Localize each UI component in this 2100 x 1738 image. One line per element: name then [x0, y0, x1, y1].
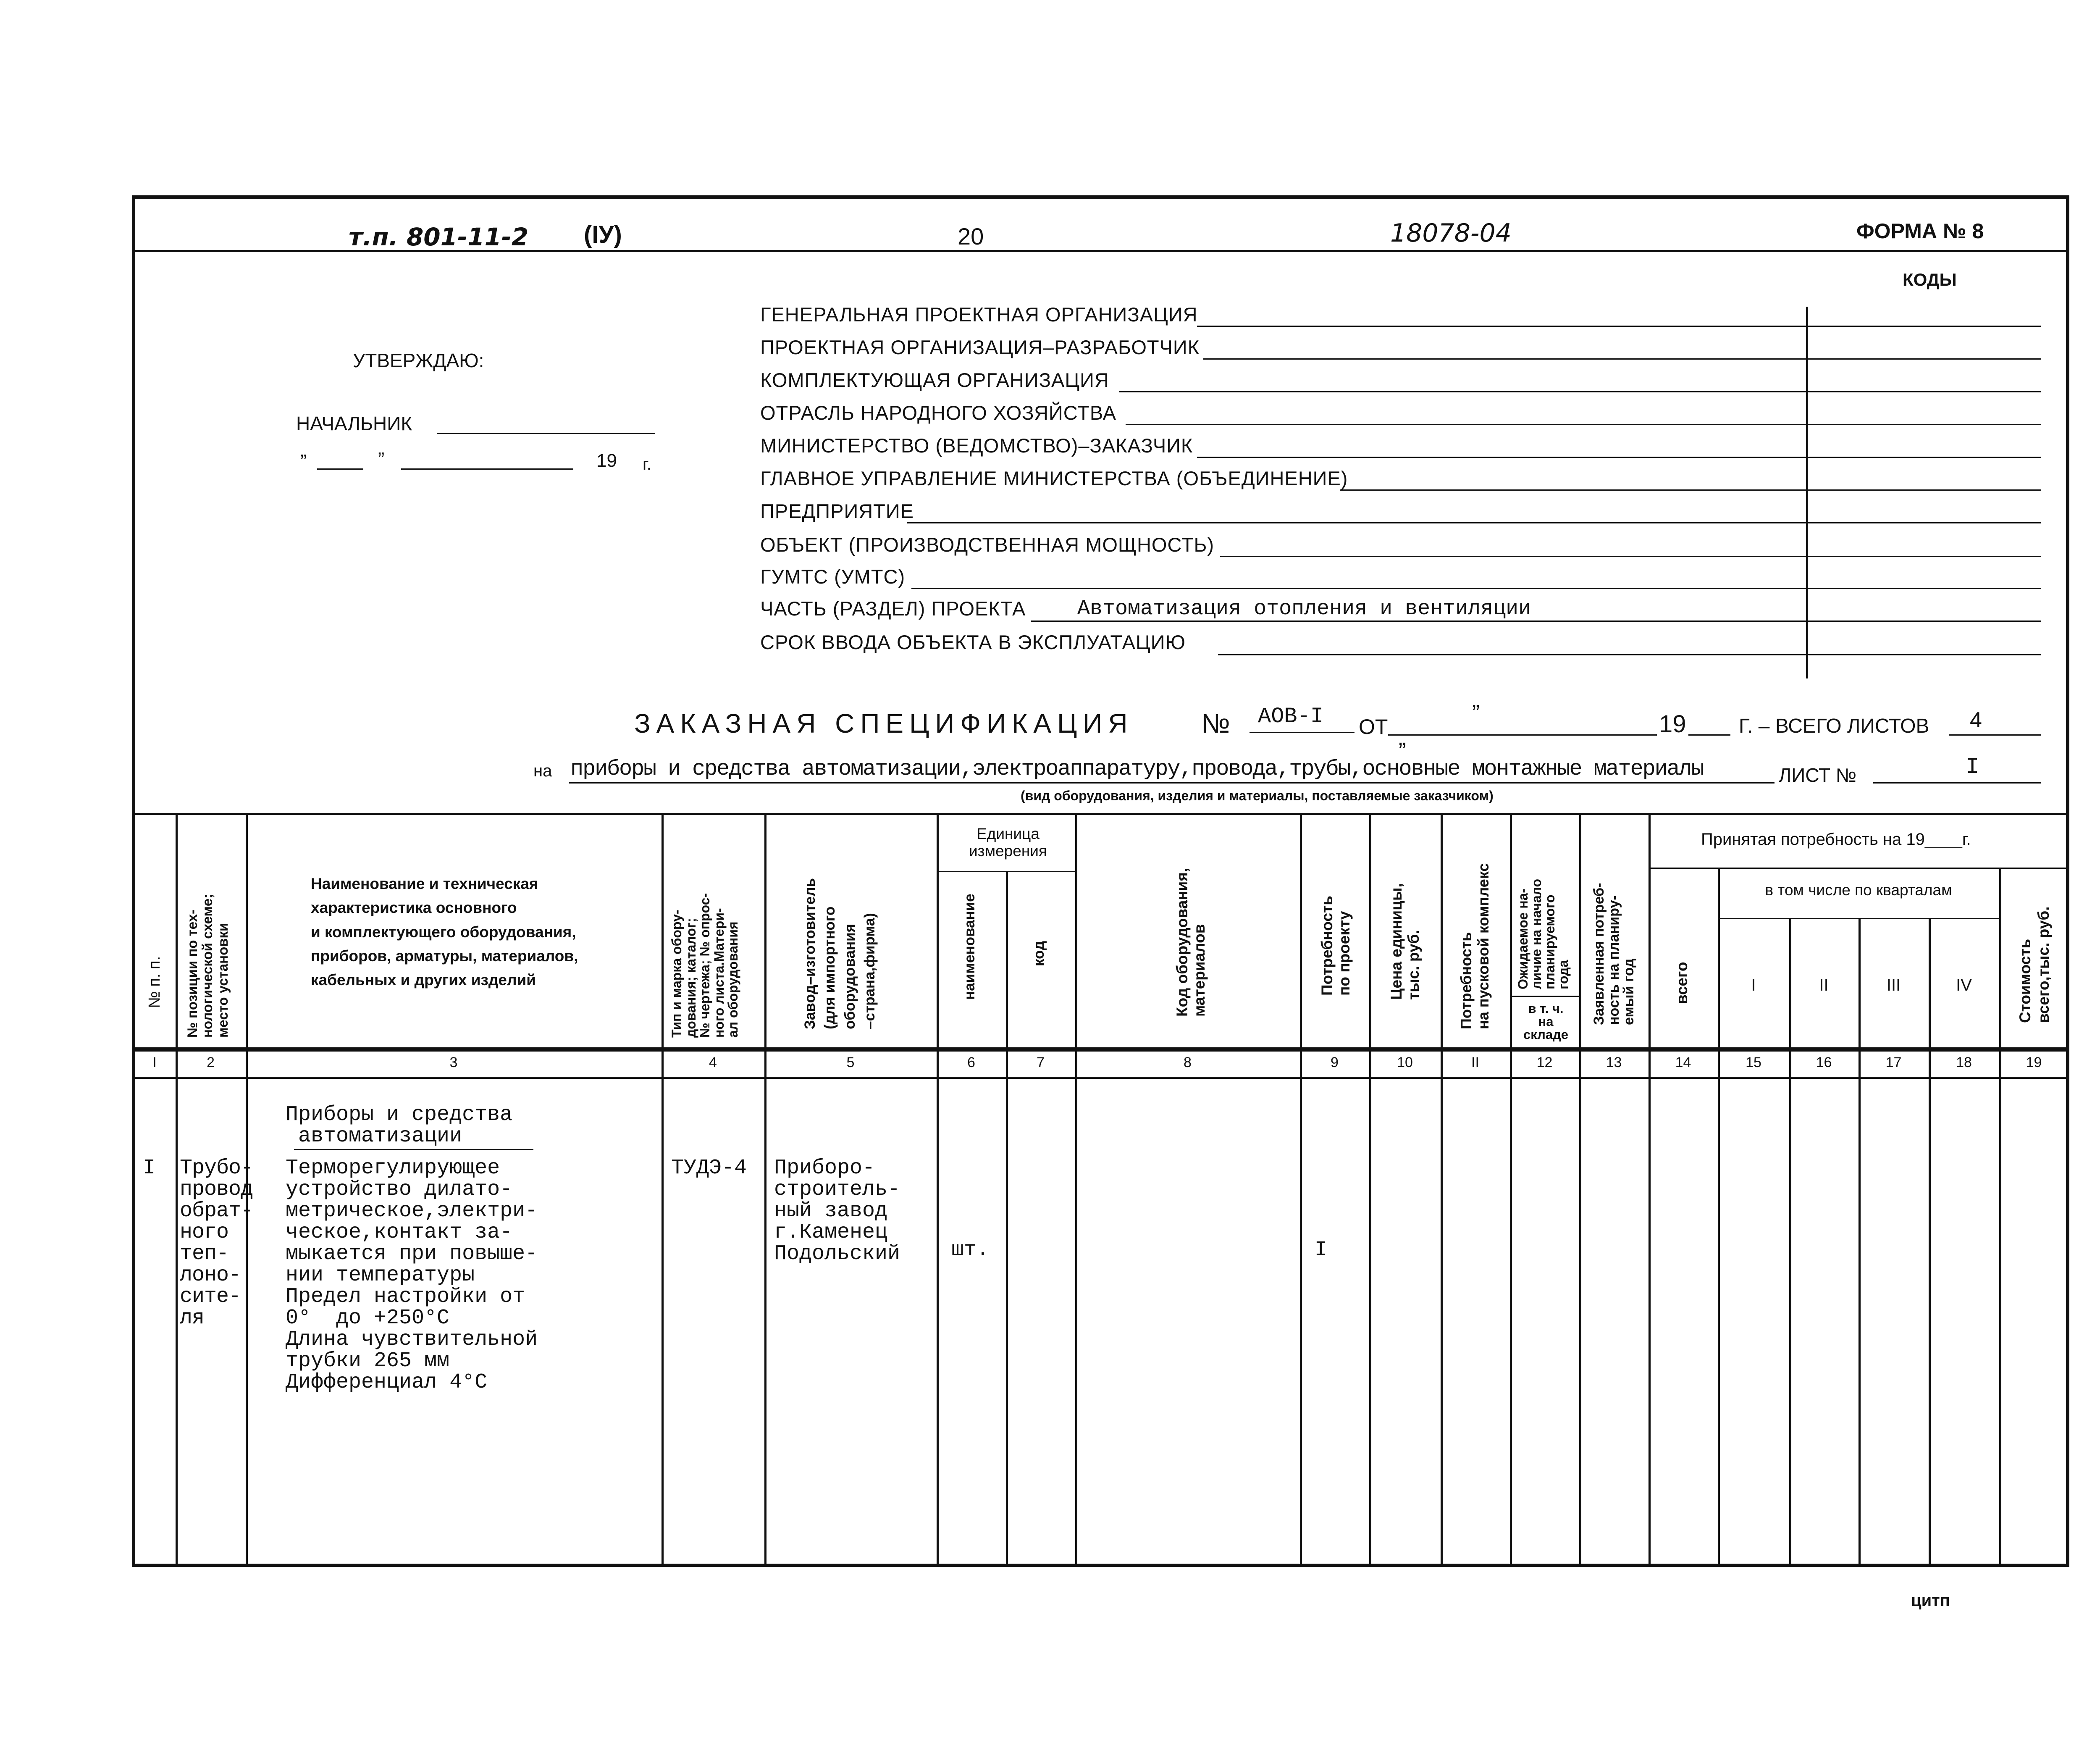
- project-part-value: Автоматизация отопления и вентиляции: [1077, 597, 1531, 621]
- column-number: 19: [2026, 1054, 2042, 1070]
- header-c2: № позиции по тех- нологической схеме; место установки: [184, 894, 231, 1038]
- header-c8: Код оборудования, материалов: [1173, 868, 1208, 1017]
- header-unit-group: Единица измерения: [969, 825, 1047, 860]
- header-c6: наименование: [961, 894, 978, 1000]
- header-c14: всего: [1673, 962, 1690, 1004]
- accepted-group-line: [1648, 868, 2069, 869]
- col-line-8: [1300, 813, 1302, 1567]
- col-line-16: [1858, 918, 1861, 1567]
- chief-label: НАЧАЛЬНИК: [296, 413, 412, 434]
- row-number: I: [143, 1156, 156, 1180]
- date-year-suffix: г.: [643, 455, 651, 473]
- doc-number: 18078-04: [1390, 218, 1512, 248]
- column-number: 16: [1816, 1054, 1832, 1070]
- col-line-9: [1369, 813, 1371, 1567]
- org-field-label: ГЕНЕРАЛЬНАЯ ПРОЕКТНАЯ ОРГАНИЗАЦИЯ: [760, 303, 1198, 326]
- part-code: (IУ): [584, 221, 622, 248]
- spec-subject-note: (вид оборудования, изделия и материалы, поставляемые заказчиком): [1021, 788, 1494, 803]
- column-number: 10: [1397, 1054, 1413, 1070]
- column-number: 15: [1746, 1054, 1761, 1070]
- col-line-7: [1075, 813, 1077, 1567]
- col-line-3: [662, 813, 664, 1567]
- column-number: 2: [207, 1054, 215, 1070]
- col-line-1: [176, 813, 178, 1567]
- org-field-label: МИНИСТЕРСТВО (ВЕДОМСТВО)–ЗАКАЗЧИК: [760, 434, 1193, 457]
- row-name: Терморегулирующее устройство дилато- метрическое,электри- ческое,контакт за- мыкается при повыше- нии температуры Предел настройки от 0° до +250°С Длина чувствительной трубки 265 мм Дифференциал 4°С: [286, 1156, 538, 1394]
- header-c13: Заявленная потреб- ность на планиру- емый год: [1591, 883, 1637, 1025]
- header-c18: IV: [1956, 976, 1972, 994]
- column-number: 12: [1536, 1054, 1553, 1070]
- table-colnum-bottom: [132, 1077, 2069, 1079]
- col-line-17: [1929, 918, 1931, 1567]
- org-field-label: ГЛАВНОЕ УПРАВЛЕНИЕ МИНИСТЕРСТВА (ОБЪЕДИНЕНИЕ): [760, 467, 1348, 489]
- column-number: 17: [1885, 1054, 1902, 1070]
- section-title: Приборы и средства автоматизации: [286, 1103, 513, 1148]
- row-position: Трубо- провод обрат- ного теп- лоно- сите- ля: [180, 1156, 253, 1330]
- date-day-line[interactable]: [317, 468, 363, 470]
- header-c15: I: [1751, 976, 1756, 994]
- org-field-line[interactable]: [1197, 326, 2041, 327]
- column-number: II: [1471, 1054, 1479, 1070]
- column-number: 6: [967, 1054, 975, 1070]
- header-accepted-group: Принятая потребность на 19____г.: [1701, 830, 1971, 849]
- col-line-6: [1006, 871, 1008, 1567]
- spec-year-label: 19: [1659, 710, 1686, 738]
- spec-title: ЗАКАЗНАЯ СПЕЦИФИКАЦИЯ: [634, 708, 1134, 739]
- col-line-14: [1718, 868, 1720, 1567]
- date-year-prefix: 19: [596, 450, 617, 471]
- header-c1: № п. п.: [146, 956, 163, 1008]
- column-number: 13: [1606, 1054, 1622, 1070]
- tp-code: т.п. 801-11-2: [349, 223, 529, 251]
- header-c19: Стоимость всего,тыс. руб.: [2016, 906, 2053, 1023]
- spec-year-line[interactable]: [1688, 734, 1730, 736]
- col-line-10: [1441, 813, 1443, 1567]
- spec-date-line[interactable]: [1388, 734, 1657, 736]
- spec-from-label: ОТ: [1359, 715, 1388, 739]
- org-field-label: ГУМТС (УМТС): [760, 565, 906, 588]
- approve-label: УТВЕРЖДАЮ:: [353, 350, 484, 371]
- org-field-label: ОБЪЕКТ (ПРОИЗВОДСТВЕННАЯ МОЩНОСТЬ): [760, 534, 1215, 556]
- column-number: I: [152, 1054, 157, 1070]
- spec-quote1: ”: [1472, 700, 1480, 726]
- spec-sheet-line[interactable]: [1873, 782, 2041, 784]
- column-number: 4: [709, 1054, 717, 1070]
- header-c12: Ожидаемое на- личие на начало планируемого года: [1515, 878, 1571, 989]
- org-field-label: ПРЕДПРИЯТИЕ: [760, 500, 914, 522]
- header-c3: Наименование и техническая характеристика основного и комплектующего оборудования, приборов, арматуры, материалов, кабельных и других изделий: [311, 875, 578, 989]
- spec-sheet-label: ЛИСТ №: [1779, 764, 1857, 786]
- org-field-label: КОМПЛЕКТУЮЩАЯ ОРГАНИЗАЦИЯ: [760, 369, 1109, 391]
- column-number: 3: [449, 1054, 458, 1070]
- spec-no-value: АОВ-I: [1258, 704, 1324, 729]
- c12-split-line: [1510, 996, 1579, 997]
- header-c10: Цена единицы, тыс. руб.: [1388, 883, 1422, 1000]
- column-number: 8: [1184, 1054, 1192, 1070]
- table-header-bottom: [132, 1047, 2069, 1052]
- date-quote-close: ”: [378, 448, 385, 470]
- row-unit: шт.: [951, 1238, 990, 1262]
- column-number: 5: [846, 1054, 855, 1070]
- header-c4: Тип и марка обору- дования; каталог; № чертежа; № опрос- ного листа.Матери- ал оборудования: [669, 893, 741, 1038]
- org-field-line[interactable]: [1220, 556, 2041, 557]
- col-line-12: [1579, 813, 1581, 1567]
- section-title-underline: [294, 1149, 533, 1150]
- col-line-4: [764, 813, 766, 1567]
- spec-no-line[interactable]: [1250, 732, 1354, 733]
- spec-quote2: ”: [1399, 738, 1406, 763]
- row-type: ТУДЭ-4: [671, 1156, 747, 1180]
- org-field-line[interactable]: [1197, 457, 2041, 458]
- table-top-line: [132, 813, 2069, 815]
- col-line-5: [937, 813, 939, 1567]
- spec-na-label: на: [533, 762, 552, 780]
- header-c17: III: [1886, 976, 1901, 994]
- col-line-11: [1510, 813, 1512, 1567]
- header-c11: Потребность на пусковой комплекс: [1457, 863, 1492, 1029]
- header-c12b: в т. ч. на складе: [1523, 1001, 1568, 1042]
- org-field-line[interactable]: [1203, 358, 2041, 360]
- org-field-line[interactable]: [1218, 654, 2041, 655]
- footer-mark: цитп: [1911, 1591, 1950, 1610]
- org-field-label: ОТРАСЛЬ НАРОДНОГО ХОЗЯЙСТВА: [760, 402, 1116, 424]
- col-line-18: [1999, 868, 2001, 1567]
- row-qty: I: [1315, 1238, 1328, 1262]
- column-number: 18: [1956, 1054, 1972, 1070]
- org-field-line[interactable]: [1126, 424, 2041, 425]
- org-field-line[interactable]: [911, 588, 2041, 589]
- column-number: 14: [1675, 1054, 1691, 1070]
- col-line-15: [1789, 918, 1791, 1567]
- org-field-line[interactable]: [1031, 621, 2041, 622]
- column-number: 7: [1037, 1054, 1045, 1070]
- org-field-label: ЧАСТЬ (РАЗДЕЛ) ПРОЕКТА: [760, 597, 1026, 620]
- row-maker: Приборо- строитель- ный завод г.Каменец Подольский: [774, 1156, 900, 1266]
- col-line-13: [1648, 813, 1651, 1567]
- header-quarters-group: в том числе по кварталам: [1765, 881, 1952, 899]
- spec-subject: приборы и средства автоматизации,электроаппаратуру,провода,трубы,основные монтажные материалы: [570, 757, 1704, 781]
- spec-sheet-no: I: [1966, 755, 1979, 780]
- header-c16: II: [1819, 976, 1829, 994]
- org-field-line[interactable]: [1119, 391, 2041, 392]
- spec-year-suffix: Г. – ВСЕГО ЛИСТОВ: [1739, 715, 1929, 737]
- org-field-line[interactable]: [907, 522, 2041, 523]
- column-number: 9: [1331, 1054, 1339, 1070]
- chief-signature-line[interactable]: [437, 433, 655, 434]
- org-field-line[interactable]: [1340, 489, 2041, 491]
- form-label: ФОРМА № 8: [1856, 219, 1984, 243]
- header-c9: Потребность по проекту: [1318, 896, 1353, 996]
- spec-subject-line[interactable]: [569, 782, 1774, 784]
- codes-label: КОДЫ: [1903, 270, 1957, 289]
- header-c7: код: [1031, 941, 1047, 966]
- spec-total-line[interactable]: [1949, 734, 2041, 736]
- org-field-label: СРОК ВВОДА ОБЪЕКТА В ЭКСПЛУАТАЦИЮ: [760, 631, 1186, 653]
- spec-no-label: №: [1201, 708, 1230, 739]
- codes-column-divider: [1806, 307, 1808, 678]
- spec-total-sheets: 4: [1970, 708, 1982, 732]
- date-quote-open: ”: [300, 450, 307, 472]
- org-field-label: ПРОЕКТНАЯ ОРГАНИЗАЦИЯ–РАЗРАБОТЧИК: [760, 336, 1200, 358]
- date-month-line[interactable]: [401, 468, 573, 470]
- header-c5: Завод–изготовитель (для импортного оборудования –страна,фирма): [802, 878, 878, 1029]
- page-number: 20: [958, 223, 984, 250]
